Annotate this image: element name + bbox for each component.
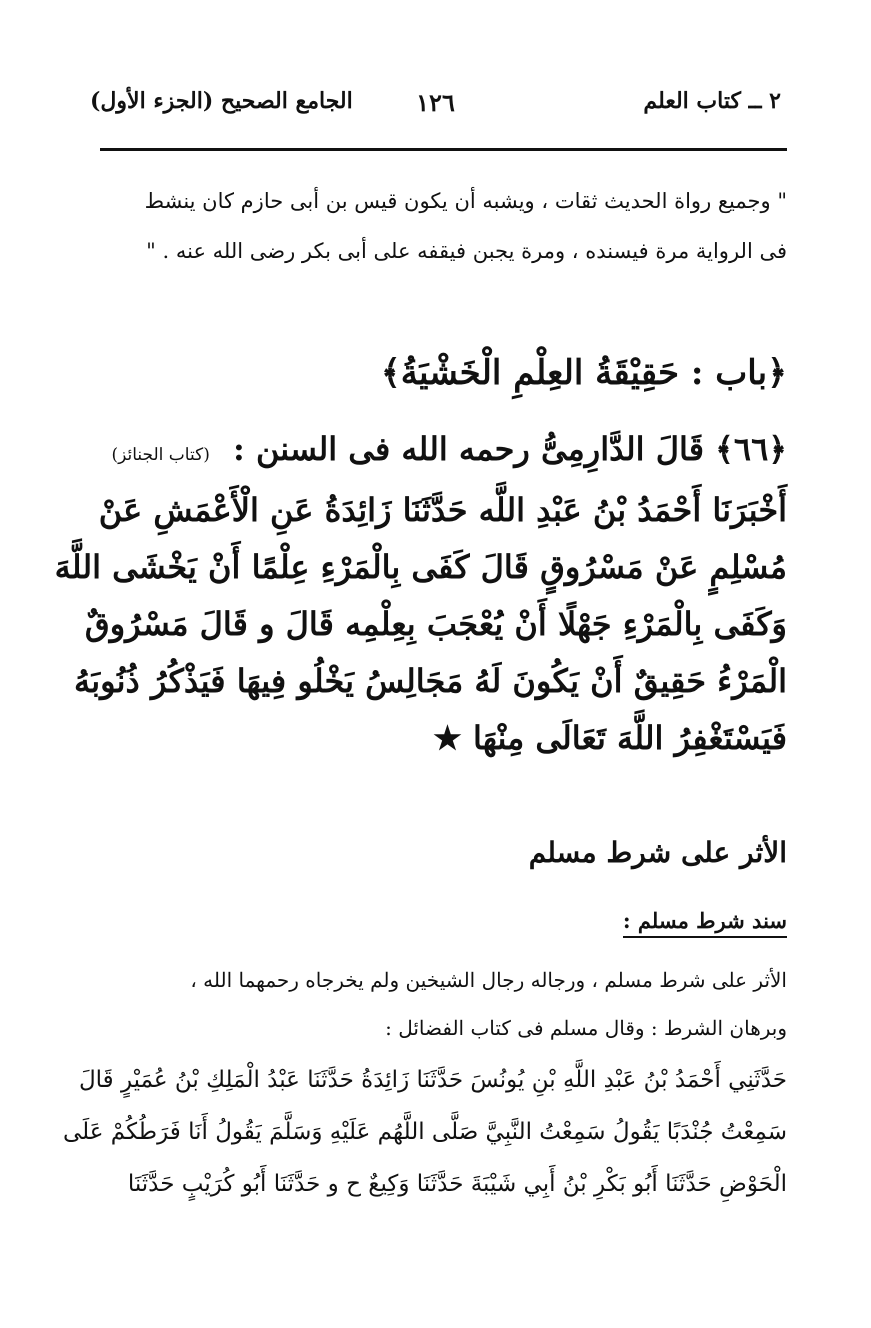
main-text-line: مُسْلِمٍ عَنْ مَسْرُوقٍ قَالَ كَفَى بِالْمَرْءِ عِلْمًا أَنْ يَخْشَى اللَّهَ <box>54 548 787 586</box>
source-reference: (كتاب الجنائز) <box>111 445 210 465</box>
page-number: ١٢٦ <box>416 88 455 117</box>
header-rule <box>100 148 787 151</box>
sanad-title: سند شرط مسلم : <box>623 908 787 938</box>
chapter-heading: ﴿باب : حَقِيْقَةُ العِلْمِ الْخَشْيَةُ﴾ <box>380 353 787 393</box>
verdict-heading: الأثر على شرط مسلم <box>528 836 787 869</box>
hadith-heading <box>84 430 787 468</box>
main-text-line: فَيَسْتَغْفِرُ اللَّهَ تَعَالَى مِنْهَا ★ <box>433 719 787 757</box>
hadith-number: ﴿٦٦﴾ <box>715 430 787 468</box>
main-text <box>54 482 787 767</box>
explanation-line: الأثر على شرط مسلم ، ورجاله رجال الشيخين ولم يخرجاه رحمهما الله ، <box>190 968 787 992</box>
main-text-line: أَخْبَرَنَا أَحْمَدُ بْنُ عَبْدِ اللَّه حَدَّثَنَا زَائِدَةُ عَنِ الْأَعْمَشِ عَنْ <box>98 491 787 529</box>
intro-line: فى الرواية مرة فيسنده ، ومرة يجبن فيقفه على أبى بكر رضى الله عنه . " <box>146 239 787 263</box>
page-header <box>90 88 781 128</box>
main-text-line: وَكَفَى بِالْمَرْءِ جَهْلًا أَنْ يُعْجَبَ بِعِلْمِه قَالَ و قَالَ مَسْرُوقٌ <box>84 605 787 643</box>
sanad-section <box>84 908 787 938</box>
explanation-line: وبرهان الشرط : وقال مسلم فى كتاب الفضائل : <box>385 1016 787 1040</box>
hadith-line: سَمِعْتُ جُنْدَبًا يَقُولُ سَمِعْتُ النَّبِيَّ صَلَّى اللَّهُم عَلَيْهِ وَسَلَّمَ يَقُولُ أَنَا فَرَطُكُمْ عَلَى <box>62 1119 787 1145</box>
book-title: الجامع الصحيح (الجزء الأول) <box>90 88 353 114</box>
hadith-line: حَدَّثَنِي أَحْمَدُ بْنُ عَبْدِ اللَّهِ بْنِ يُونُسَ حَدَّثَنَا زَائِدَةُ حَدَّثَنَا عَبْدُ الْمَلِكِ بْنُ عُمَيْرٍ قَالَ <box>78 1067 787 1093</box>
hadith-intro: قَالَ الدَّارِمِىُّ رحمه الله فى السنن : <box>232 430 704 468</box>
intro-line: " وجميع رواة الحديث ثقات ، ويشبه أن يكون قيس بن أبى حازم كان ينشط <box>144 189 787 213</box>
explanation <box>84 956 787 1052</box>
hadith-text <box>62 1054 787 1210</box>
main-text-line: الْمَرْءُ حَقِيقٌ أَنْ يَكُونَ لَهُ مَجَالِسُ يَخْلُو فِيهَا فَيَذْكُرُ ذُنُوبَهُ <box>74 662 787 700</box>
intro-paragraph <box>84 176 787 276</box>
hadith-line: الْحَوْضِ حَدَّثَنَا أَبُو بَكْرِ بْنُ أَبِي شَيْبَةَ حَدَّثَنَا وَكِيعٌ ح و حَدَّثَنَا أَبُو كُرَيْبٍ حَدَّثَنَا <box>127 1171 787 1197</box>
section-title: ٢ ــ كتاب العلم <box>643 88 781 114</box>
